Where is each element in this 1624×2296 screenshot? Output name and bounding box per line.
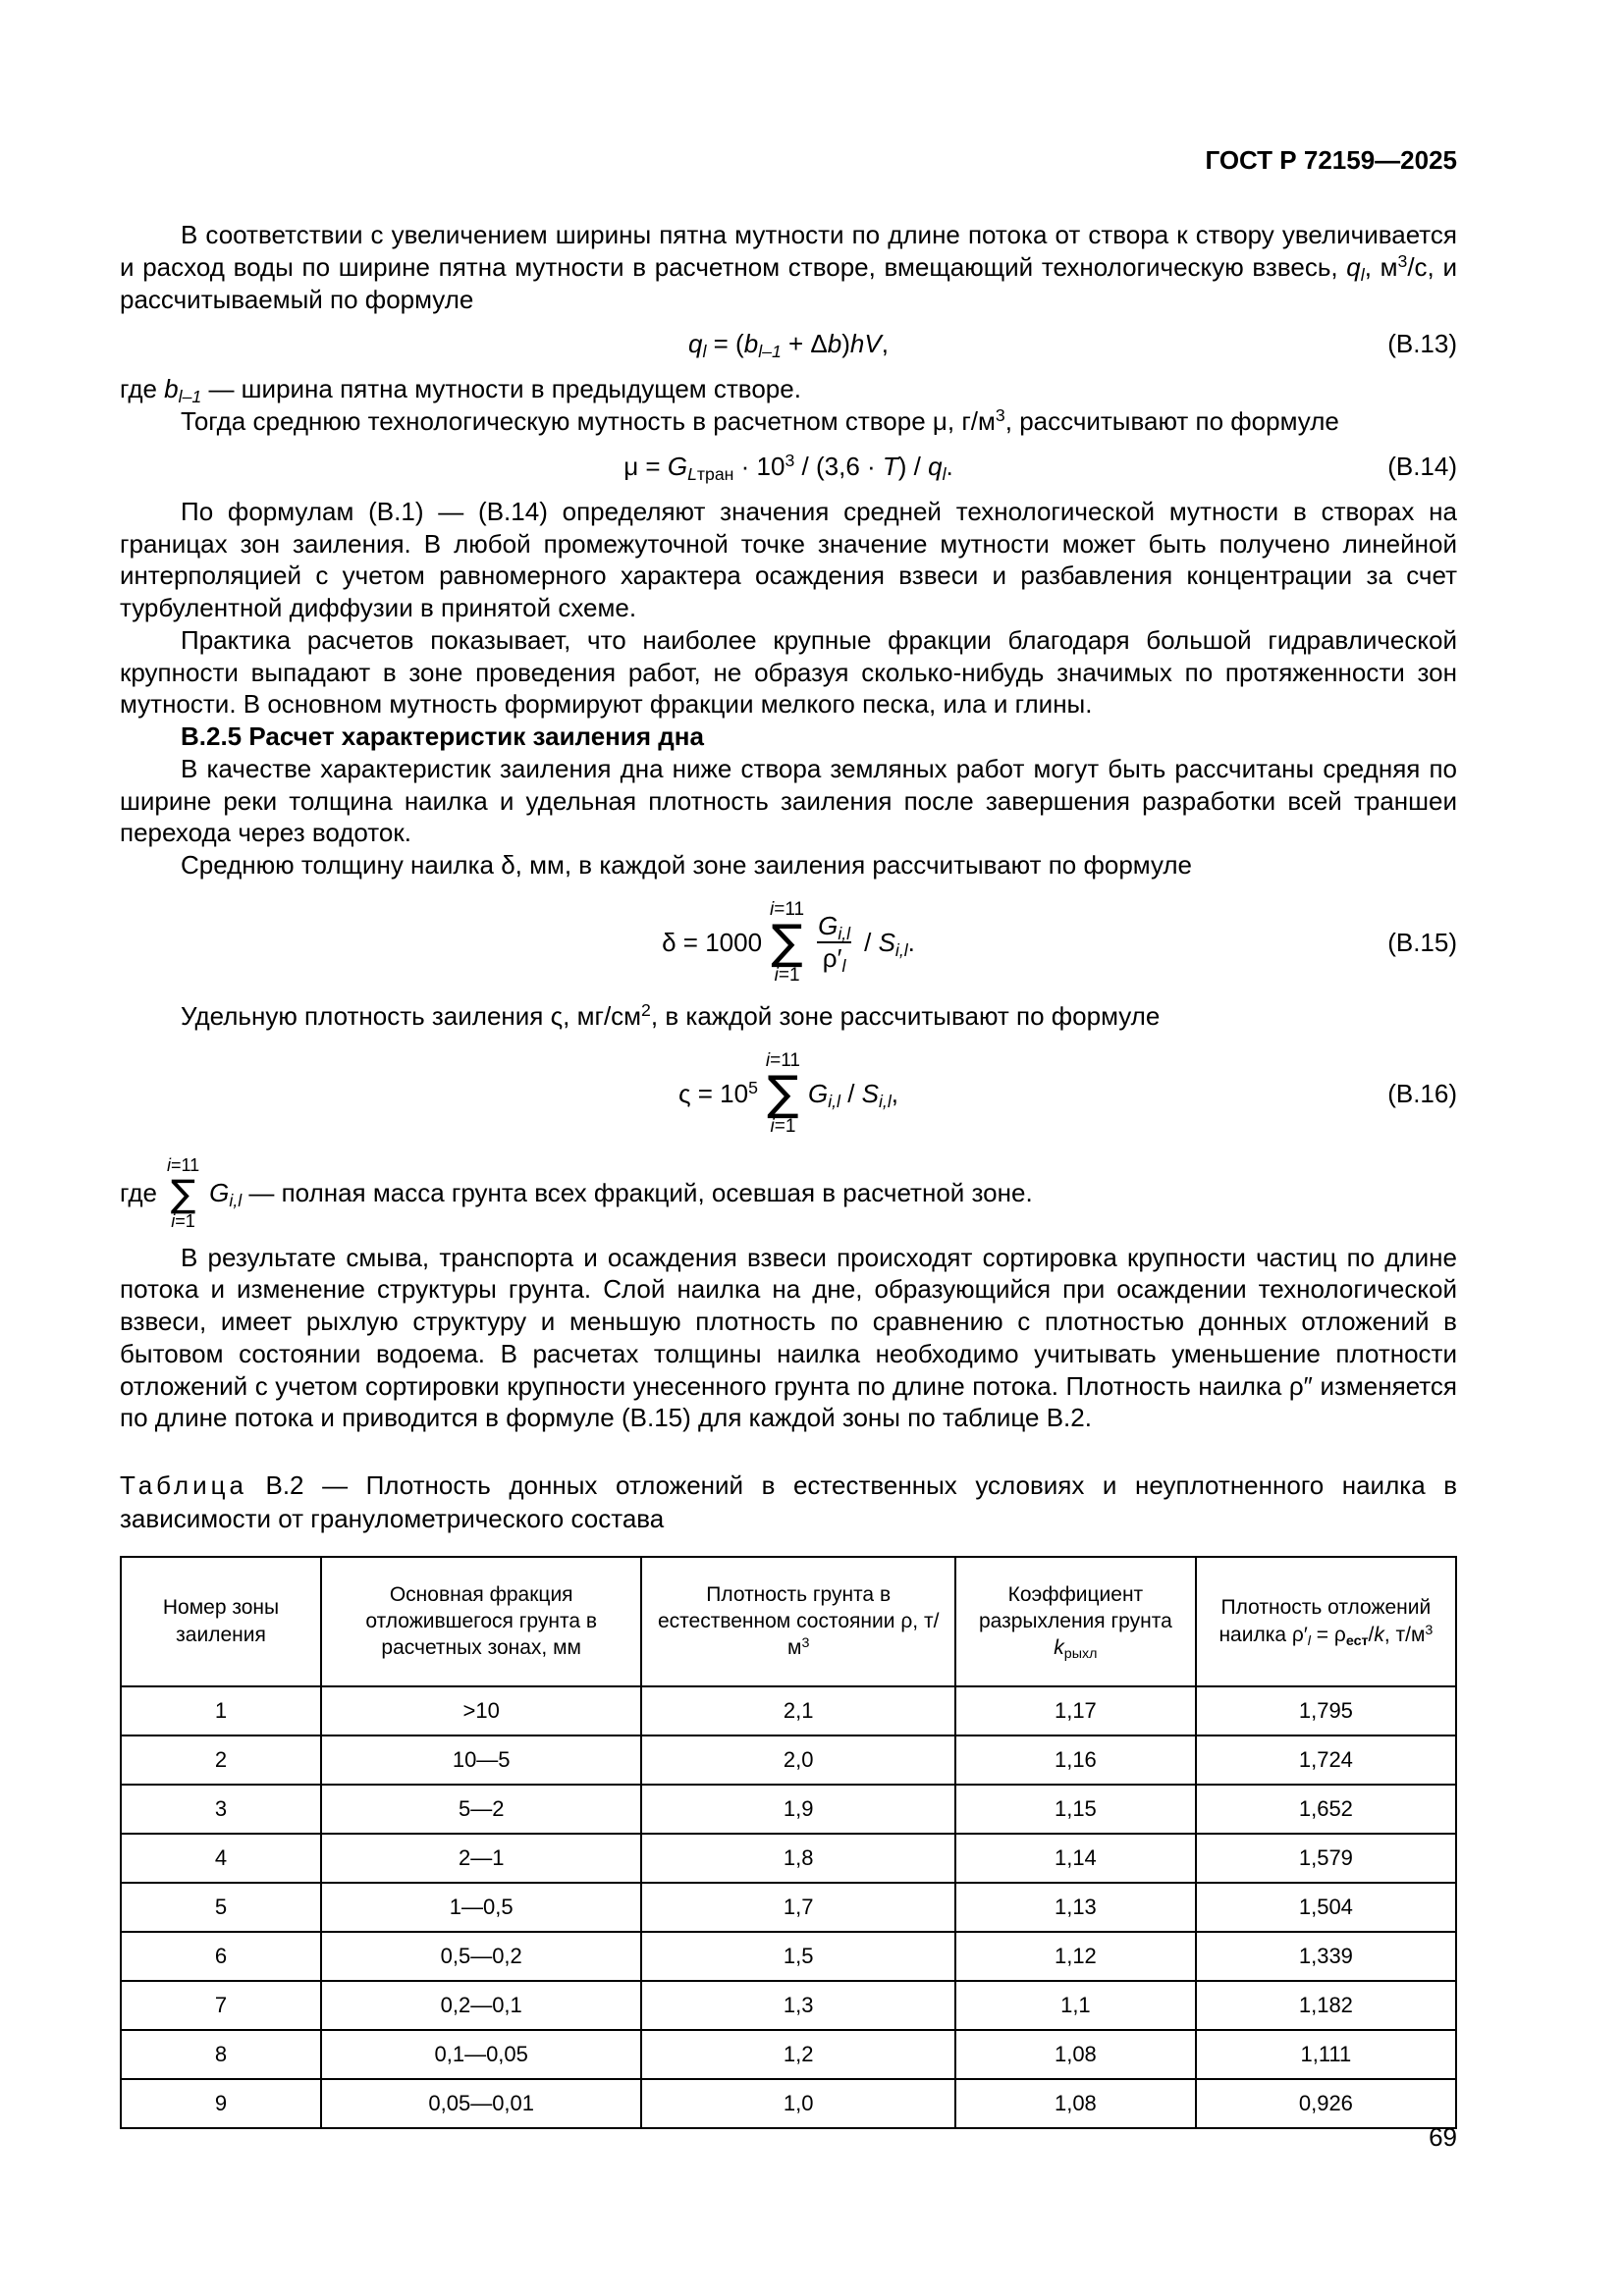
table-cell: 1—0,5 [321, 1883, 641, 1932]
col-header-loosening-coefficient: Коэффициент разрыхления грунта $k_{рыхл}$ [955, 1557, 1196, 1686]
paragraph-sorting-result: В результате смыва, транспорта и осаждения взвеси происходят сортировка крупности частиц по длине потока и изменение структуры грунта. Слой наилка на дне, образующийся при осаждении технологической взвеси, имеет рыхлую структуру и меньшую плотность по сравнению с плотностью донных отложений в бытовом состоянии водоема. В расчетах толщины наилка необходимо учитывать уменьшение плотности отложений с учетом сортировки крупности унесенного грунта по длине потока. Плотность наилка ρ″ изменяется по длине потока и приводится в формуле (В.15) для каждой зоны по таблице В.2. [120, 1242, 1457, 1433]
table-row [121, 1981, 1456, 2030]
table-cell: 4 [121, 1834, 321, 1883]
table-cell: 10—5 [321, 1735, 641, 1785]
sum-definition-text: $G_{i,l}$ — полная масса грунта всех фракций, осевшая в расчетной зоне. [209, 1178, 1033, 1211]
sum-lower-limit: i=1 [774, 965, 800, 987]
sigma-icon: ∑ [767, 1065, 799, 1121]
fraction [812, 911, 856, 977]
table-caption-label: Таблица [120, 1470, 247, 1501]
formula-b14-label: (В.14) [1387, 451, 1457, 481]
col-header-main-fraction: Основная фракция отложившегося грунта в расчетных зонах, мм [321, 1557, 641, 1686]
table-row [121, 1686, 1456, 1735]
table-cell: >10 [321, 1686, 641, 1735]
table-cell: 1,1 [955, 1981, 1196, 2030]
table-cell: 2 [121, 1735, 321, 1785]
formula-b16-body [213, 1050, 1364, 1138]
paragraph-where-b13: где $b_{l-1}$ — ширина пятна мутности в предыдущем створе. [120, 374, 801, 407]
table-cell: 0,05—0,01 [321, 2079, 641, 2128]
table-cell: 1,795 [1196, 1686, 1456, 1735]
col-header-silt-density: Плотность отложений наилка $\rho'_l = \rho_{ест}/k$, $т/м^3$ [1196, 1557, 1456, 1686]
col-header-zone-number: Номер зоны заиления [121, 1557, 321, 1686]
formula-b13 [120, 329, 1457, 362]
formula-b15-rhs: / $S_{i,l}$. [864, 927, 915, 960]
summation-symbol [167, 1155, 199, 1231]
summation-symbol [770, 899, 804, 987]
table-cell: 3 [121, 1785, 321, 1834]
formula-b14-body: $\mu = G_{Lтран} \cdot 10^3 / (3,6 \cdot T) / q_l$. [623, 450, 953, 484]
page-number: 69 [1429, 2122, 1457, 2152]
paragraph-practice: Практика расчетов показывает, что наиболее крупные фракции благодаря большой гидравлической крупности выпадают в зоне проведения работ, не образуя сколько-нибудь значимых по протяженности зон мутности. В основном мутность формируют фракции мелкого песка, ила и глины. [120, 624, 1457, 720]
table-cell: 1,652 [1196, 1785, 1456, 1834]
table-cell: 1,14 [955, 1834, 1196, 1883]
table-cell: 1,16 [955, 1735, 1196, 1785]
paragraph-formulas-range: По формулам (В.1) — (В.14) определяют значения средней технологической мутности в створах на границах зон заиления. В любой промежуточной точке значение мутности может быть получено линейной интерполяцией с учетом равномерного характера осаждения взвеси и разбавления концентрации за счет турбулентной диффузии в принятой схеме. [120, 496, 1457, 622]
table-caption-text: — Плотность донных отложений в естественных условиях и неуплотненного наилка в зависимости от гранулометрического состава [120, 1470, 1458, 1533]
table-cell: 1,13 [955, 1883, 1196, 1932]
table-cell: 2,1 [641, 1686, 955, 1735]
table-row [121, 2030, 1456, 2079]
sigma-icon: ∑ [170, 1171, 196, 1215]
table-cell: 1,339 [1196, 1932, 1456, 1981]
paragraph-delta-intro: Среднюю толщину наилка δ, мм, в каждой зоне заиления рассчитывают по формуле [181, 850, 1193, 880]
table-cell: 1,3 [641, 1981, 955, 2030]
table-cell: 1,08 [955, 2030, 1196, 2079]
table-row [121, 2079, 1456, 2128]
table-cell: 1,17 [955, 1686, 1196, 1735]
table-body [121, 1686, 1456, 2128]
formula-b16 [120, 1050, 1457, 1138]
table-cell: 1,111 [1196, 2030, 1456, 2079]
summation-symbol [766, 1050, 800, 1138]
table-cell: 1,9 [641, 1785, 955, 1834]
formula-b16-rhs: $G_{i,l} / S_{i,l}$, [807, 1078, 898, 1111]
table-row [121, 1785, 1456, 1834]
sum-upper-limit: i=11 [765, 1049, 800, 1071]
table-cell: 2,0 [641, 1735, 955, 1785]
formula-b16-lhs: $\varsigma = 10^5$ [677, 1078, 758, 1108]
formula-b15-label: (В.15) [1387, 927, 1457, 957]
formula-b15 [120, 899, 1457, 987]
table-row [121, 1883, 1456, 1932]
table-cell: 1,5 [641, 1932, 955, 1981]
fraction-denominator: $\rho'_l$ [817, 941, 852, 974]
table-cell: 1,504 [1196, 1883, 1456, 1932]
table-cell: 1,8 [641, 1834, 955, 1883]
paragraph-silting-characteristics: В качестве характеристик заиления дна ниже створа земляных работ могут быть рассчитаны средняя по ширине реки толщина наилка и удельная плотность заиления после завершения разработки всей траншеи перехода через водоток. [120, 753, 1457, 848]
table-caption-ref: В.2 [246, 1470, 304, 1501]
sum-upper-limit: i=11 [770, 898, 805, 920]
table-cell: 1,0 [641, 2079, 955, 2128]
sum-lower-limit: i=1 [171, 1210, 195, 1231]
table-cell: 1,182 [1196, 1981, 1456, 2030]
formula-b15-lhs: δ = 1000 [662, 927, 763, 957]
table-cell: 1,7 [641, 1883, 955, 1932]
formula-b13-label: (В.13) [1387, 329, 1457, 359]
table-cell: 2—1 [321, 1834, 641, 1883]
table-cell: 1,15 [955, 1785, 1196, 1834]
sum-lower-limit: i=1 [770, 1116, 796, 1138]
table-cell: 1,724 [1196, 1735, 1456, 1785]
sum-upper-limit: i=11 [166, 1155, 200, 1176]
page-content [120, 145, 1457, 2129]
table-cell: 1,579 [1196, 1834, 1456, 1883]
table-cell: 5—2 [321, 1785, 641, 1834]
fraction-numerator: $G_{i,l}$ [818, 911, 851, 944]
table-cell: 8 [121, 2030, 321, 2079]
formula-b16-label: (В.16) [1387, 1078, 1457, 1108]
table-cell: 1,12 [955, 1932, 1196, 1981]
table-cell: 0,1—0,05 [321, 2030, 641, 2079]
table-cell: 1 [121, 1686, 321, 1735]
formula-b14 [120, 452, 1457, 482]
table-row [121, 1735, 1456, 1785]
table-cell: 5 [121, 1883, 321, 1932]
table-cell: 1,2 [641, 2030, 955, 2079]
doc-header-title: ГОСТ Р 72159—2025 [1205, 145, 1457, 175]
table-row [121, 1834, 1456, 1883]
where-label: где [120, 1178, 157, 1208]
table-b2 [120, 1556, 1457, 2129]
col-header-natural-density: Плотность грунта в естественном состоянии ρ, $т/м^3$ [641, 1557, 955, 1686]
table-cell: 6 [121, 1932, 321, 1981]
paragraph-width-increase: В соответствии с увеличением ширины пятна мутности по длине потока от створа к створу увеличивается и расход воды по ширине пятна мутности в расчетном створе, вмещающий технологическую взвесь, $q_l$, $м^3/с$, и рассчитываемый по формуле [120, 220, 1457, 314]
paragraph-mu-intro: Тогда среднюю технологическую мутность в расчетном створе μ, $г/м^3$, рассчитывают по формуле [181, 405, 1339, 436]
sigma-icon: ∑ [771, 914, 803, 970]
table-caption [120, 1469, 1457, 1536]
paragraph-sigma-intro: Удельную плотность заиления ς, $мг/см^2$, в каждой зоне рассчитывают по формуле [181, 1000, 1161, 1032]
table-cell: 0,5—0,2 [321, 1932, 641, 1981]
table-row [121, 1932, 1456, 1981]
table-cell: 7 [121, 1981, 321, 2030]
formula-b13-body: $q_l = (b_{l-1} + \Delta b)hV$, [688, 329, 889, 362]
table-cell: 9 [121, 2079, 321, 2128]
table-header-row [121, 1557, 1456, 1686]
paragraph-sum-definition [120, 1155, 1457, 1231]
table-cell: 1,08 [955, 2079, 1196, 2128]
section-heading-b25: В.2.5 Расчет характеристик заиления дна [181, 721, 704, 751]
table-cell: 0,2—0,1 [321, 1981, 641, 2030]
table-cell: 0,926 [1196, 2079, 1456, 2128]
formula-b15-body [213, 899, 1364, 987]
